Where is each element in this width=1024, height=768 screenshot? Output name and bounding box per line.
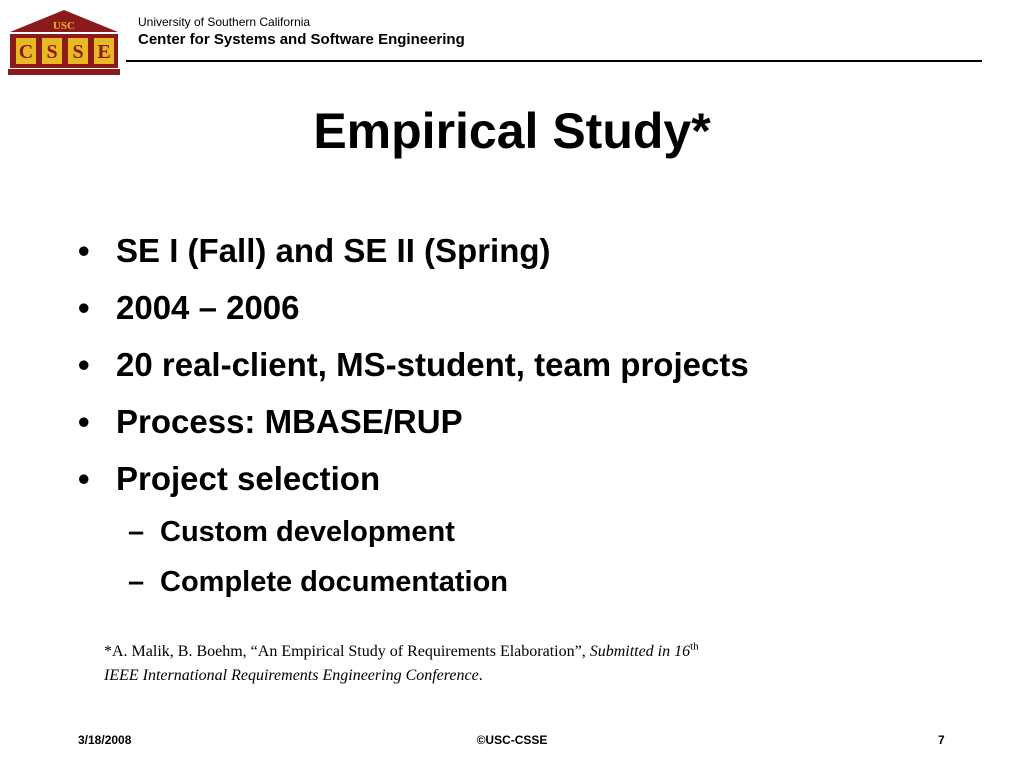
header-divider — [126, 60, 982, 62]
sub-bullet-mark: – — [128, 566, 145, 598]
bullet-mark: • — [78, 403, 90, 440]
university-name: University of Southern California — [138, 15, 311, 29]
header-text — [138, 14, 465, 50]
logo-letter-s2: S — [72, 41, 84, 63]
bullet-text: 2004 – 2006 — [116, 289, 300, 326]
bullet-mark: • — [78, 346, 90, 383]
bullet-item — [0, 450, 1024, 507]
footnote-venue-2: IEEE International Requirements Engineering Conference — [104, 667, 479, 684]
bullet-list — [0, 222, 1024, 607]
bullet-item — [0, 336, 1024, 393]
logo-letter-c: C — [18, 41, 34, 63]
logo-usc-text: USC — [52, 20, 76, 32]
logo-base — [8, 69, 120, 75]
bullet-text: Process: MBASE/RUP — [116, 403, 463, 440]
footer-page-number: 7 — [938, 733, 945, 747]
logo-letter-e: E — [97, 41, 111, 63]
footnote-ordinal: th — [690, 640, 699, 653]
center-name: Center for Systems and Software Engineering — [138, 31, 465, 48]
footnote-venue-1: Submitted in 16 — [589, 643, 691, 660]
bullet-item — [0, 393, 1024, 450]
footnote-text: *A. Malik, B. Boehm, “An Empirical Study of Requirements Elaboration”, — [104, 643, 586, 660]
bullet-mark: • — [78, 460, 90, 497]
footnote-end: . — [478, 667, 483, 684]
bullet-text: SE I (Fall) and SE II (Spring) — [116, 232, 551, 269]
sub-bullet-text: Complete documentation — [160, 566, 509, 598]
sub-bullet-item — [0, 557, 1024, 607]
bullet-item — [0, 222, 1024, 279]
sub-bullet-text: Custom development — [160, 516, 455, 548]
bullet-text: Project selection — [116, 460, 381, 497]
bullet-mark: • — [78, 289, 90, 326]
bullet-item — [0, 279, 1024, 336]
citation-footnote — [104, 640, 904, 688]
sub-bullet-item — [0, 507, 1024, 557]
logo-letter-s1: S — [46, 41, 58, 63]
bullet-text: 20 real-client, MS-student, team projects — [116, 346, 749, 383]
slide-title: Empirical Study* — [313, 103, 711, 159]
footer-copyright: ©USC-CSSE — [476, 733, 548, 747]
usc-csse-logo — [8, 8, 120, 76]
footer-date: 3/18/2008 — [78, 733, 132, 747]
bullet-mark: • — [78, 232, 90, 269]
sub-bullet-mark: – — [128, 516, 145, 548]
